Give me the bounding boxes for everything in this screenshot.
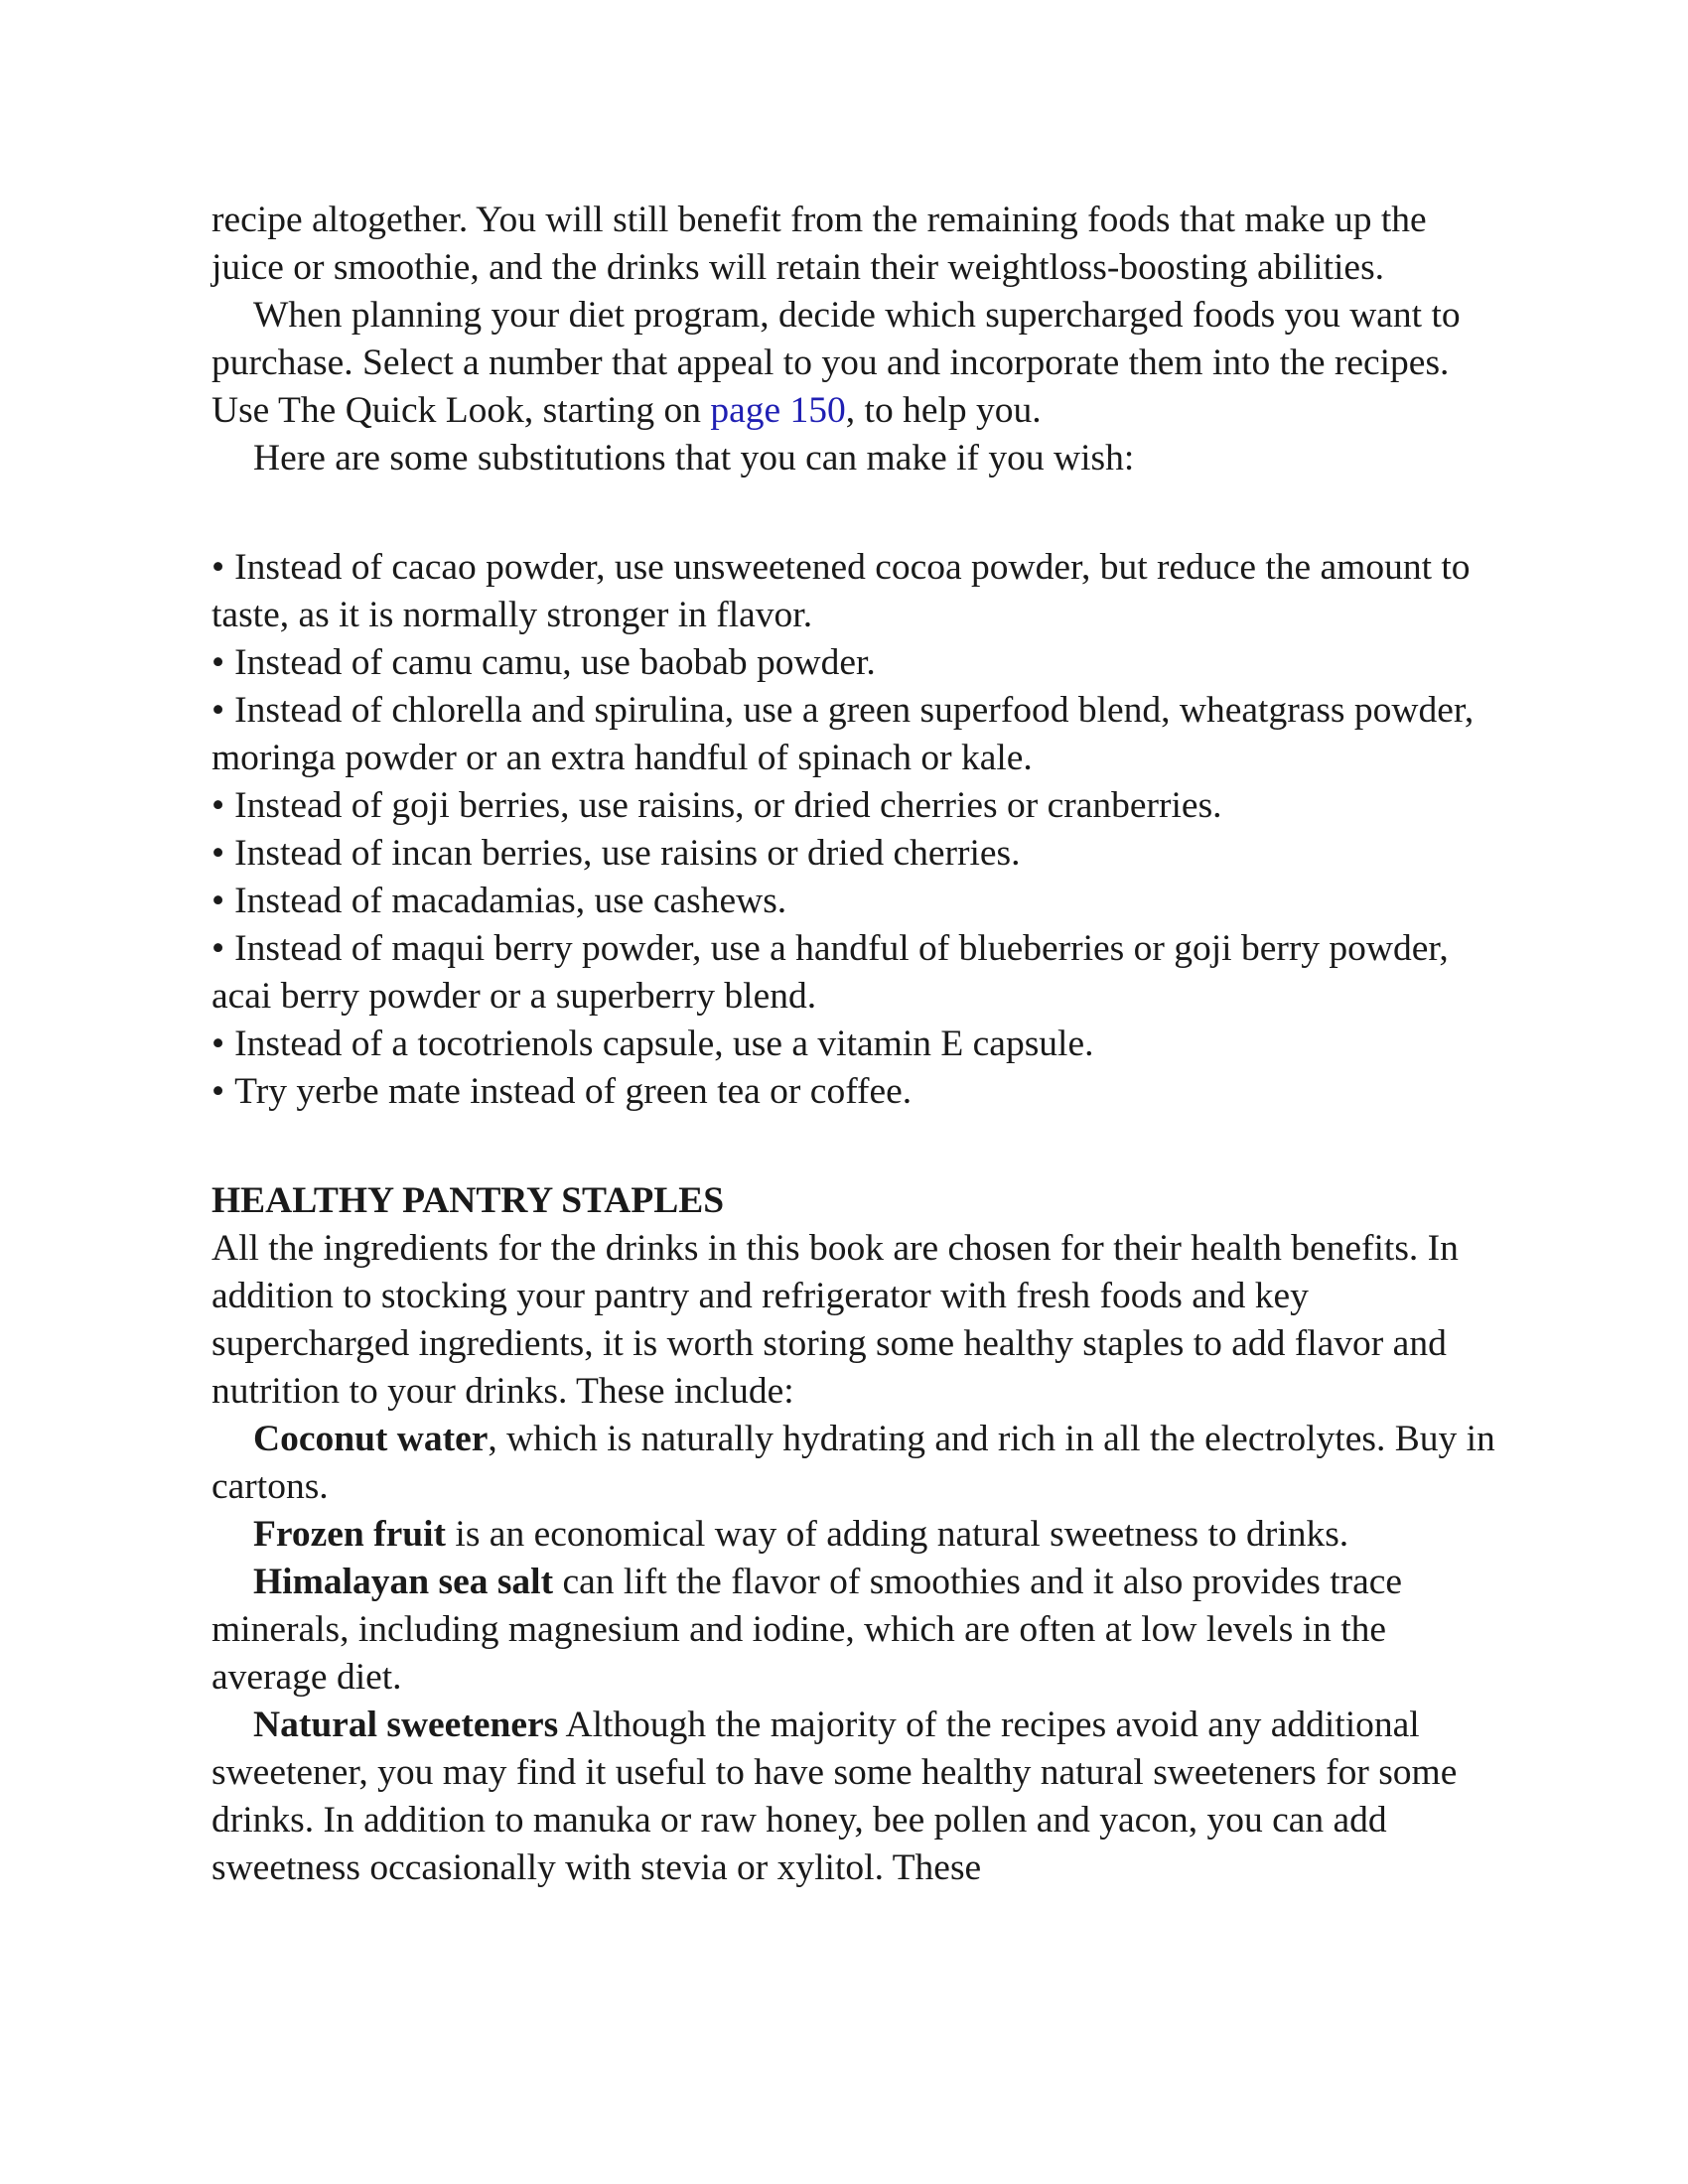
list-item (211, 687, 1502, 782)
pantry-item (211, 1416, 1502, 1511)
pantry-item-term: Coconut water (253, 1419, 489, 1459)
intro-paragraph-2 (211, 292, 1502, 435)
pantry-item-text: , which is naturally hydrating and rich in all the electrolytes. Buy in cartons. (211, 1419, 1495, 1507)
bullet-icon: • (211, 881, 225, 921)
list-item-text: Try yerbe mate instead of green tea or coffee. (234, 1071, 913, 1112)
list-item (211, 544, 1502, 639)
pantry-item-text: is an economical way of adding natural sweetness to drinks. (446, 1514, 1349, 1555)
intro-paragraph-1: recipe altogether. You will still benefit from the remaining foods that make up the juice or smoothie, and the drinks will retain their weightloss-boosting abilities. (211, 200, 1427, 288)
list-item (211, 782, 1502, 830)
section-heading: HEALTHY PANTRY STAPLES (211, 1180, 725, 1221)
bullet-icon: • (211, 833, 225, 874)
list-item-text: Instead of camu camu, use baobab powder. (234, 642, 876, 683)
list-item (211, 1021, 1502, 1068)
bullet-icon: • (211, 1071, 225, 1112)
intro-paragraph-2-text: When planning your diet program, decide which supercharged foods you want to purchase. Select a number that appeal to you and incorporate them into the recipes. Use The Quick Look, starting on (211, 295, 1461, 431)
pantry-intro: All the ingredients for the drinks in this book are chosen for their health benefits. In addition to stocking your pantry and refrigerator with fresh foods and key supercharged ingredients, it is worth storing some healthy staples to add flavor and nutrition to your drinks. These include: (211, 1228, 1459, 1412)
pantry-item (211, 1559, 1502, 1702)
list-item (211, 830, 1502, 878)
bullet-icon: • (211, 642, 225, 683)
list-item-text: Instead of incan berries, use raisins or dried cherries. (234, 833, 1021, 874)
bullet-icon: • (211, 1024, 225, 1064)
bullet-icon: • (211, 928, 225, 969)
list-item (211, 925, 1502, 1021)
pantry-item-term: Natural sweeteners (253, 1705, 559, 1745)
pantry-item-text: can lift the flavor of smoothies and it also provides trace minerals, including magnesium and iodine, which are often at low levels in the average diet. (211, 1562, 1403, 1698)
pantry-item (211, 1702, 1502, 1892)
list-item (211, 1068, 1502, 1116)
spacer (211, 482, 1502, 544)
list-item-text: Instead of macadamias, use cashews. (234, 881, 787, 921)
bullet-icon: • (211, 690, 225, 731)
pantry-item-term: Frozen fruit (253, 1514, 447, 1555)
pantry-item (211, 1511, 1502, 1559)
intro-paragraph-3: Here are some substitutions that you can make if you wish: (253, 438, 1135, 478)
list-item-text: Instead of chlorella and spirulina, use a green superfood blend, wheatgrass powder, moringa powder or an extra handful of spinach or kale. (211, 690, 1475, 778)
spacer (211, 1116, 1502, 1177)
list-item-text: Instead of maqui berry powder, use a handful of blueberries or goji berry powder, acai berry powder or a superberry blend. (211, 928, 1449, 1017)
pantry-item-text: Although the majority of the recipes avoid any additional sweetener, you may find it useful to have some healthy natural sweeteners for some drinks. In addition to manuka or raw honey, bee pollen and yacon, you can add sweetness occasionally with stevia or xylitol. These (211, 1705, 1458, 1888)
list-item-text: Instead of goji berries, use raisins, or dried cherries or cranberries. (234, 785, 1222, 826)
list-item (211, 639, 1502, 687)
list-item (211, 878, 1502, 925)
list-item-text: Instead of a tocotrienols capsule, use a vitamin E capsule. (234, 1024, 1094, 1064)
substitution-list (211, 544, 1502, 1116)
pantry-item-term: Himalayan sea salt (253, 1562, 554, 1602)
page-150-link[interactable]: page 150 (710, 390, 846, 431)
list-item-text: Instead of cacao powder, use unsweetened cocoa powder, but reduce the amount to taste, as it is normally stronger in flavor. (211, 547, 1471, 635)
bullet-icon: • (211, 547, 225, 588)
bullet-icon: • (211, 785, 225, 826)
page-body (211, 197, 1502, 1892)
intro-paragraph-2-tail: , to help you. (845, 390, 1042, 431)
